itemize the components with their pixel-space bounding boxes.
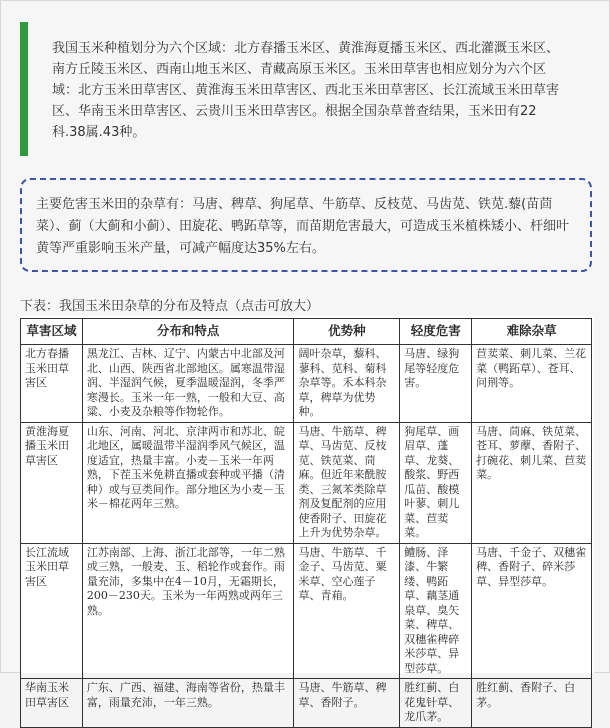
cell-dominant: 马唐、牛筋草、千金子、马齿苋、粟米草、空心莲子草、青葙。 bbox=[294, 543, 400, 679]
cell-dominant: 阔叶杂草，藜科、蓼科、苋科、菊科杂草等。禾本科杂草，稗草为优势种。 bbox=[294, 345, 400, 423]
intro-quote bbox=[20, 22, 580, 156]
cell-dominant: 马唐、牛筋草、稗草、香附子。 bbox=[294, 679, 400, 728]
table-row bbox=[21, 543, 592, 679]
cell-mild: 马唐、绿狗尾等轻度危害。 bbox=[400, 345, 472, 423]
cell-hard: 胜红蓟、香附子、白茅。 bbox=[472, 679, 592, 728]
table-row bbox=[21, 679, 592, 728]
header-dominant: 优势种 bbox=[294, 319, 400, 345]
table-header-row bbox=[21, 319, 592, 345]
key-weeds-notice bbox=[20, 178, 592, 272]
cell-region: 长江流域玉米田草害区 bbox=[21, 543, 83, 679]
cell-mild: 狗尾草、画眉草、蓬草、龙葵、酸浆、野西瓜苗、酸模叶蓼、刺儿菜、苣荬菜。 bbox=[400, 422, 472, 543]
table-caption: 下表：我国玉米田杂草的分布及特点（点击可放大） bbox=[20, 299, 320, 314]
weed-distribution-table bbox=[20, 318, 592, 728]
header-mild: 轻度危害 bbox=[400, 319, 472, 345]
cell-distribution: 广东、广西、福建、海南等省份，热量丰富，雨量充沛，一年三熟。 bbox=[82, 679, 294, 728]
cell-region: 华南玉米田草害区 bbox=[21, 679, 83, 728]
weed-table-image[interactable] bbox=[20, 316, 594, 723]
cell-region: 北方春播玉米田草害区 bbox=[21, 345, 83, 423]
cell-dominant: 马唐、牛筋草、稗草、马齿苋、反枝苋、铁苋菜、茼麻。但近年来酰胺类、三氮苯类除草剂及复配剂的应用使香附子、田旋花上升为优势杂草。 bbox=[294, 422, 400, 543]
cell-hard: 苣荬菜、刺儿菜、兰花菜（鸭跖草）、苍耳、问荆等。 bbox=[472, 345, 592, 423]
notice-text: 主要危害玉米田的杂草有：马唐、稗草、狗尾草、牛筋草、反枝苋、马齿苋、铁苋.藜(苗茴菜）、蓟（大蓟和小蓟）、田旋花、鸭跖草等，而苗期危害最大，可造成玉米植株矮小、杆细叶黄等严重影响玉米产量，可减产幅度达35%左右。 bbox=[36, 197, 570, 256]
header-hard: 难除杂草 bbox=[472, 319, 592, 345]
table-row bbox=[21, 345, 592, 423]
table-row bbox=[21, 422, 592, 543]
cell-distribution: 江苏南部、上海、浙江北部等，一年二熟或三熟，一般麦、玉、稻轮作或套作。雨量充沛，多集中在4－10月，无霜期长，200－230天。玉米为一年两熟或两年三熟。 bbox=[82, 543, 294, 679]
cell-hard: 马唐、千金子、双穗雀稗、香附子、碎米莎草、异型莎草。 bbox=[472, 543, 592, 679]
cell-distribution: 山东、河南、河北、京津两市和苏北、皖北地区，属暖温带半湿润季风气候区，温度适宜，热量丰富。小麦－玉米一年两熟，下茬玉米免耕直播或套种或平播（清种）或与豆类间作。部分地区为小麦－玉米－棉花两年三熟。 bbox=[82, 422, 294, 543]
cell-distribution: 黑龙江、吉林、辽宁、内蒙古中北部及河北、山西、陕西省北部地区。属寒温带湿润、半湿润气候，夏季温暖湿润，冬季严寒漫长。玉米一年一熟，一般和大豆、高粱、小麦及杂粮等作物轮作。 bbox=[82, 345, 294, 423]
cell-region: 黄淮海夏播玉米田草害区 bbox=[21, 422, 83, 543]
intro-text: 我国玉米种植划分为六个区域：北方春播玉米区、黄淮海夏播玉米区、西北灌溉玉米区、南方丘陵玉米区、西南山地玉米区、青藏高原玉米区。玉米田草害也相应划分为六个区域：北方玉米田草害区、黄淮海玉米田草害区、西北玉米田草害区、长江流域玉米田草害区、华南玉米田草害区、云贵川玉米田草害区。根据全国杂草普查结果，玉米田有22科.38属.43种。 bbox=[52, 41, 560, 140]
cell-hard: 马唐、茼麻、铁苋菜、苍耳、萝藦、香附子、打碗花、刺儿菜、苣荬菜。 bbox=[472, 422, 592, 543]
cell-mild: 鳢肠、泽漆、牛繁缕、鸭跖草、藕茎通泉草、臭矢菜、稗草、双穗雀稗碎米莎草、异型莎草。 bbox=[400, 543, 472, 679]
cell-mild: 胜红蓟、白花鬼针草、龙爪茅。 bbox=[400, 679, 472, 728]
header-distribution: 分布和特点 bbox=[82, 319, 294, 345]
header-region: 草害区域 bbox=[21, 319, 83, 345]
